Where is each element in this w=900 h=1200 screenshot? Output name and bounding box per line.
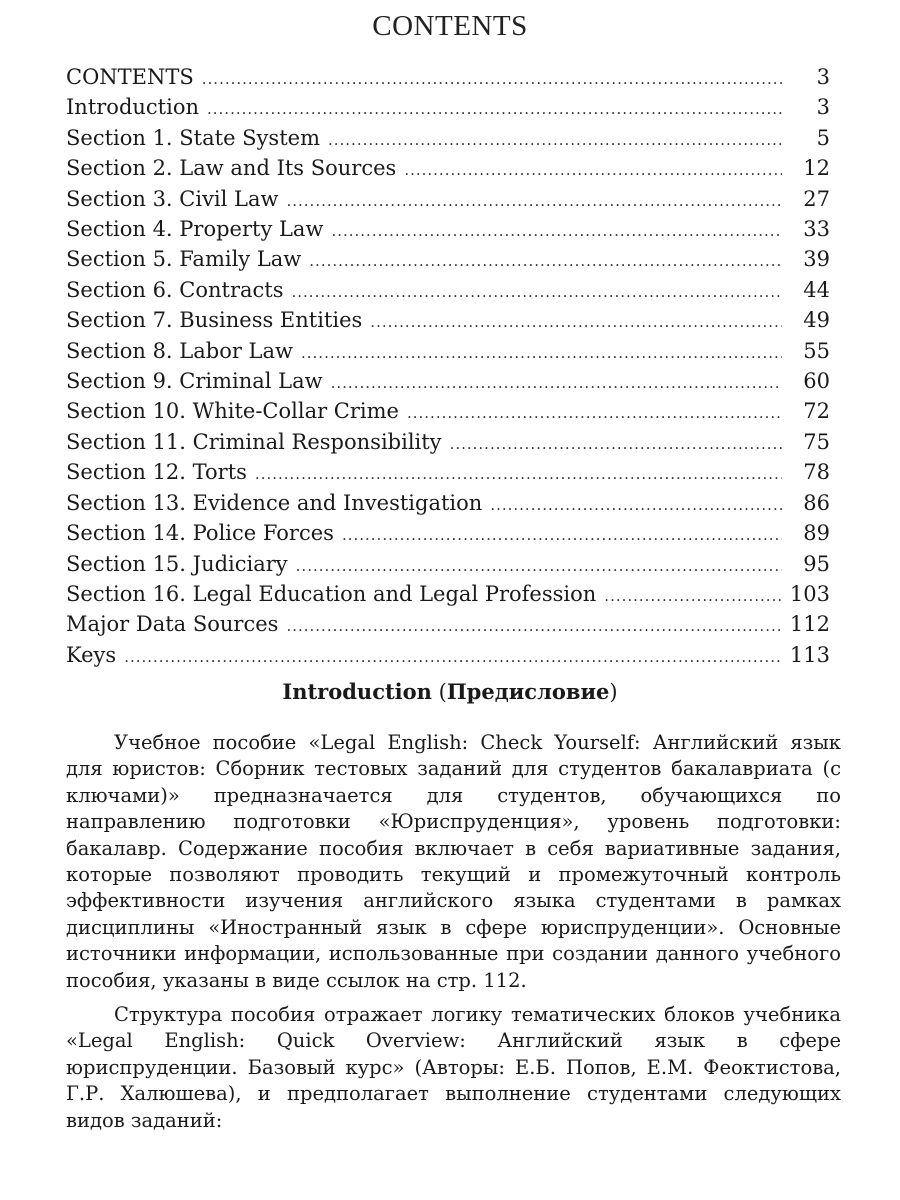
toc-leader-dots xyxy=(331,217,782,245)
toc-entry[interactable] xyxy=(66,428,830,458)
intro-paragraph: Учебное пособие «Legal English: Check Yourself: Английский язык для юристов: Сборник тестовых заданий для студентов бакалавриата (с ключами)» предназначается для студентов, обучающихся по направлению подготовки «Юриспруденция», уровень подготовки: бакалавр. Содержание пособия включает в себя вариативные задания, которые позволяют проводить текущий и промежуточный контроль эффективности изучения английского языка студентами в рамках дисциплины «Иностранный язык в сфере юриспруденции». Основные источники информации, использованные при создании данного учебного пособия, указаны в виде ссылок на стр. 112. xyxy=(66,731,841,992)
table-of-contents xyxy=(66,63,830,671)
toc-entry-page: 49 xyxy=(803,308,830,333)
toc-entry-page: 3 xyxy=(816,95,830,120)
intro-heading-open: ( xyxy=(438,680,447,704)
toc-leader-dots xyxy=(301,339,782,367)
toc-entry[interactable] xyxy=(66,367,830,397)
toc-entry[interactable] xyxy=(66,215,830,245)
toc-leader-dots xyxy=(342,521,782,549)
toc-entry[interactable] xyxy=(66,154,830,184)
toc-entry-label: Section 2. Law and Its Sources xyxy=(66,156,397,181)
toc-entry-page: 89 xyxy=(803,521,830,546)
toc-entry-page: 86 xyxy=(803,490,830,515)
toc-entry-label: CONTENTS xyxy=(66,65,194,89)
toc-leader-dots xyxy=(202,65,782,93)
toc-entry-label: Section 7. Business Entities xyxy=(66,308,363,333)
toc-entry-label: Major Data Sources xyxy=(66,612,279,637)
toc-entry[interactable] xyxy=(66,610,830,640)
toc-entry[interactable] xyxy=(66,580,830,610)
toc-entry[interactable] xyxy=(66,397,830,427)
toc-entry-label: Section 12. Torts xyxy=(66,460,247,485)
toc-entry-label: Section 16. Legal Education and Legal Profession xyxy=(66,581,597,606)
toc-entry-page: 39 xyxy=(803,247,830,272)
toc-entry-label: Section 6. Contracts xyxy=(66,277,284,302)
toc-leader-dots xyxy=(255,460,782,488)
toc-leader-dots xyxy=(309,247,782,275)
toc-entry-page: 95 xyxy=(803,551,830,576)
toc-leader-dots xyxy=(370,308,782,336)
toc-entry-page: 78 xyxy=(803,460,830,485)
toc-entry-page: 5 xyxy=(816,125,830,150)
toc-entry-page: 55 xyxy=(803,338,830,363)
toc-entry-label: Section 8. Labor Law xyxy=(66,338,293,363)
toc-entry-page: 72 xyxy=(803,399,830,424)
toc-entry-page: 103 xyxy=(789,581,830,606)
intro-paragraph: Структура пособия отражает логику тематических блоков учебника «Legal English: Quick Overview: Английский язык в сфере юриспруденции. Базовый курс» (Авторы: Е.Б. Попов, Е.М. Феоктистова, Г.Р. Халюшева), и предполагает выполнение студентами следующих видов заданий: xyxy=(66,1003,841,1132)
toc-entry-label: Section 1. State System xyxy=(66,125,320,150)
intro-heading-close: ) xyxy=(609,680,618,704)
toc-entry[interactable] xyxy=(66,306,830,336)
toc-entry-label: Keys xyxy=(66,642,117,667)
toc-entry[interactable] xyxy=(66,245,830,275)
toc-leader-dots xyxy=(296,552,782,580)
intro-heading xyxy=(0,678,900,706)
toc-entry-page: 12 xyxy=(803,156,830,181)
toc-leader-dots xyxy=(407,399,782,427)
toc-entry[interactable] xyxy=(66,185,830,215)
toc-entry-label: Section 5. Family Law xyxy=(66,247,302,272)
toc-entry-page: 75 xyxy=(803,429,830,454)
toc-leader-dots xyxy=(450,430,782,458)
toc-leader-dots xyxy=(331,369,782,397)
toc-entry[interactable] xyxy=(66,337,830,367)
toc-entry-label: Section 9. Criminal Law xyxy=(66,369,323,394)
toc-entry-page: 27 xyxy=(803,186,830,211)
intro-body xyxy=(66,730,841,1142)
toc-leader-dots xyxy=(490,491,782,519)
toc-leader-dots xyxy=(286,612,782,640)
toc-leader-dots xyxy=(286,187,782,215)
toc-leader-dots xyxy=(207,95,782,123)
toc-entry-page: 3 xyxy=(816,65,830,89)
toc-entry-page: 44 xyxy=(803,277,830,302)
toc-entry[interactable] xyxy=(66,93,830,123)
toc-leader-dots xyxy=(404,156,782,184)
toc-entry-label: Section 15. Judiciary xyxy=(66,551,288,576)
toc-entry-label: Section 11. Criminal Responsibility xyxy=(66,429,442,454)
intro-heading-en: Introduction xyxy=(282,679,432,704)
toc-entry[interactable] xyxy=(66,63,830,93)
toc-entry-label: Section 13. Evidence and Investigation xyxy=(66,490,483,515)
toc-entry[interactable] xyxy=(66,519,830,549)
toc-leader-dots xyxy=(124,643,782,671)
toc-entry-label: Section 3. Civil Law xyxy=(66,186,279,211)
toc-entry[interactable] xyxy=(66,458,830,488)
toc-entry-label: Introduction xyxy=(66,95,199,120)
toc-entry-label: Section 14. Police Forces xyxy=(66,521,334,546)
toc-entry-page: 33 xyxy=(803,217,830,242)
toc-entry[interactable] xyxy=(66,276,830,306)
toc-entry-page: 112 xyxy=(789,612,830,637)
toc-leader-dots xyxy=(328,126,782,154)
intro-heading-ru: Предисловие xyxy=(446,679,610,704)
toc-title: CONTENTS xyxy=(372,10,528,42)
toc-entry[interactable] xyxy=(66,124,830,154)
toc-leader-dots xyxy=(292,278,783,306)
toc-entry-page: 60 xyxy=(803,369,830,394)
toc-entry-label: Section 4. Property Law xyxy=(66,217,324,242)
toc-entry[interactable] xyxy=(66,641,830,671)
toc-entry[interactable] xyxy=(66,489,830,519)
toc-entry-page: 113 xyxy=(789,642,830,667)
toc-entry[interactable] xyxy=(66,550,830,580)
toc-leader-dots xyxy=(604,582,782,610)
toc-entry-label: Section 10. White-Collar Crime xyxy=(66,399,399,424)
